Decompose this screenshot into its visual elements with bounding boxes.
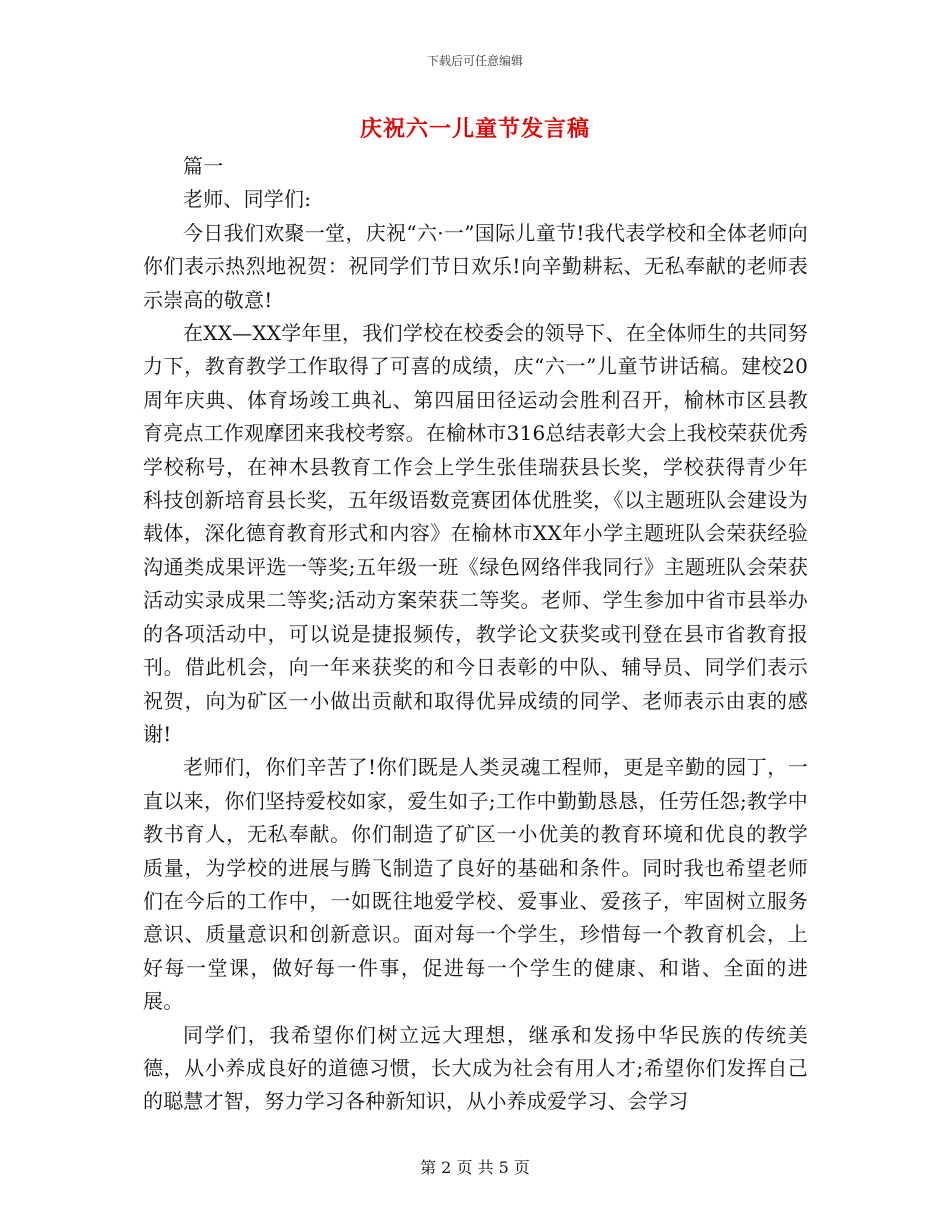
document-title: 庆祝六一儿童节发言稿 bbox=[359, 117, 590, 142]
page-number: 第 2 页 共 5 页 bbox=[420, 1158, 530, 1177]
paragraph-students: 同学们，我希望你们树立远大理想，继承和发扬中华民族的传统美德，从小养成良好的道德习惯，长大成为社会有用人才;希望你们发挥自己的聪慧才智，努力学习各种新知识，从小养成爱学习、会学习 bbox=[143, 1022, 808, 1114]
document-body bbox=[143, 150, 808, 1119]
paragraph-section-label: 篇一 bbox=[183, 154, 224, 178]
paragraph-greeting: 今日我们欢聚一堂，庆祝“六·一”国际儿童节!我代表学校和全体老师向你们表示热烈地祝贺：祝同学们节日欢乐!向辛勤耕耘、无私奉献的老师表示崇高的敬意! bbox=[143, 220, 808, 312]
paragraph-salutation: 老师、同学们: bbox=[183, 187, 312, 212]
header-note: 下载后可任意编辑 bbox=[426, 54, 523, 68]
paragraph-achievements: 在XX—XX学年里，我们学校在校委会的领导下、在全体师生的共同努力下，教育教学工作取得了可喜的成绩，庆“六一”儿童节讲话稿。建校20周年庆典、体育场竣工典礼、第四届田径运动会胜利召开，榆林市区县教育亮点工作观摩团来我校考察。在榆林市316总结表彰大会上我校荣获优秀学校称号，在神木县教育工作会上学生张佳瑞获县长奖，学校获得青少年科技创新培育县长奖，五年级语数竞赛团体优胜奖，《以主题班队会建设为载体，深化德育教育形式和内容》在榆林市XX年小学主题班队会荣获经验沟通类成果评选一等奖;五年级一班《绿色网络伴我同行》主题班队会荣获活动实录成果二等奖;活动方案荣获二等奖。老师、学生参加中省市县举办的各项活动中，可以说是捷报频传，教学论文获奖或刊登在县市省教育报刊。借此机会，向一年来获奖的和今日表彰的中队、辅导员、同学们表示祝贺，向为矿区一小做出贡献和取得优异成绩的同学、老师表示由衷的感谢! bbox=[143, 321, 808, 746]
paragraph-teachers: 老师们，你们辛苦了!你们既是人类灵魂工程师，更是辛勤的园丁，一直以来，你们坚持爱校如家，爱生如子;工作中勤勤恳恳，任劳任怨;教学中教书育人，无私奉献。你们制造了矿区一小优美的教育环境和优良的教学质量，为学校的进展与腾飞制造了良好的基础和条件。同时我也希望老师们在今后的工作中，一如既往地爱学校、爱事业、爱孩子，牢固树立服务意识、质量意识和创新意识。面对每一个学生，珍惜每一个教育机会，上好每一堂课，做好每一件事，促进每一个学生的健康、和谐、全面的进展。 bbox=[143, 755, 808, 1014]
